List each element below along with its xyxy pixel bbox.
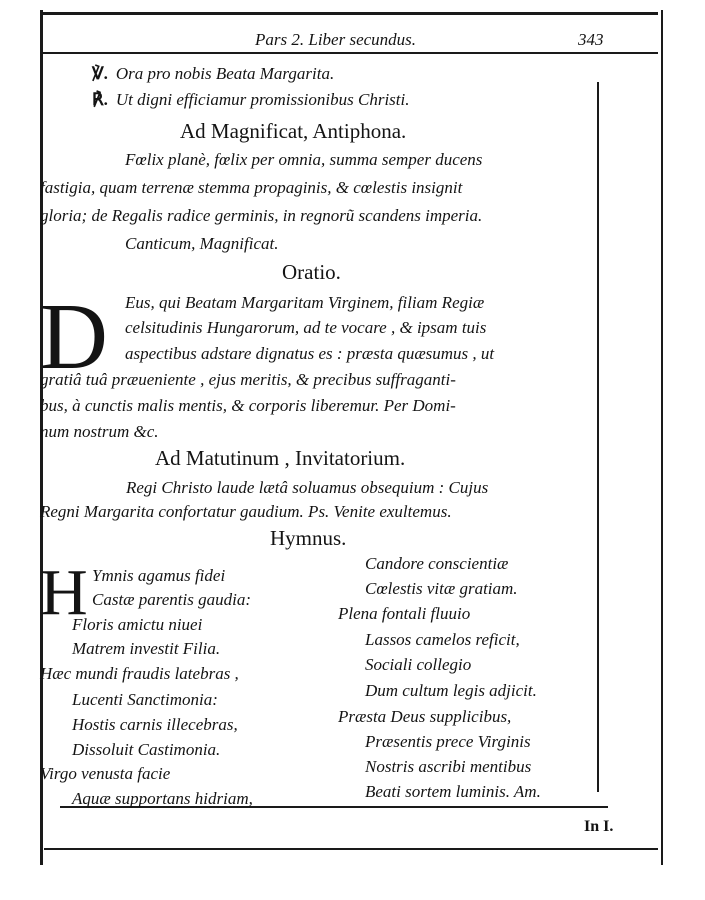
hymn-line-right: Beati sortem luminis. Am. bbox=[365, 782, 541, 801]
oratio-line: Eus, qui Beatam Margaritam Virginem, filiam Regiæ bbox=[125, 293, 485, 312]
magnificat-heading: Ad Magnificat, Antiphona. bbox=[180, 119, 407, 143]
oratio-line: gratiâ tuâ præueniente , ejus meritis, & precibus suffraganti- bbox=[40, 370, 456, 389]
hymn-line-left: Dissoluit Castimonia. bbox=[72, 740, 221, 759]
matutinum-heading: Ad Matutinum , Invitatorium. bbox=[155, 446, 406, 470]
running-head: Pars 2. Liber secundus. bbox=[255, 30, 417, 49]
oratio-line: num nostrum &c. bbox=[40, 422, 159, 441]
top-rule bbox=[40, 12, 658, 15]
oratio-drop-cap: D bbox=[40, 285, 108, 389]
versicle-symbol: ℣. bbox=[92, 64, 108, 83]
page-number: 343 bbox=[578, 30, 604, 49]
hymn-line-right: Sociali collegio bbox=[365, 655, 472, 674]
hymn-line-left: Aquæ supportans hidriam, bbox=[72, 789, 253, 808]
hymn-drop-cap: H bbox=[40, 556, 88, 629]
response-text: Ut digni efficiamur promissionibus Christi. bbox=[115, 90, 410, 109]
invitatory-line: Regni Margarita confortatur gaudium. Ps. Venite exultemus. bbox=[40, 502, 452, 521]
hymn-line-right: Candore conscientiæ bbox=[365, 554, 509, 573]
hymn-line-right: Præsta Deus supplicibus, bbox=[338, 707, 512, 726]
oratio-line: celsitudinis Hungarorum, ad te vocare , & ipsam tuis bbox=[125, 318, 487, 337]
invitatory-line: Regi Christo laude lætâ soluamus obsequium : Cujus bbox=[126, 478, 489, 497]
catchword: In I. bbox=[584, 818, 614, 835]
versicle-line bbox=[92, 64, 334, 84]
versicle-text: Ora pro nobis Beata Margarita. bbox=[115, 64, 335, 83]
hymn-line-right: Præsentis prece Virginis bbox=[365, 732, 531, 751]
hymn-line-left: Ymnis agamus fidei bbox=[92, 566, 226, 585]
hymn-line-left: Hostis carnis illecebras, bbox=[72, 715, 238, 734]
hymn-line-left: Virgo venusta facie bbox=[40, 764, 171, 783]
hymn-line-left: Castæ parentis gaudia: bbox=[92, 590, 251, 609]
hymn-line-right: Plena fontali fluuio bbox=[338, 604, 471, 623]
hymnus-heading: Hymnus. bbox=[270, 526, 347, 550]
hymn-line-left: Matrem investit Filia. bbox=[72, 639, 221, 658]
oratio-heading: Oratio. bbox=[282, 260, 341, 284]
hymn-line-right: Dum cultum legis adjicit. bbox=[365, 681, 537, 700]
hymn-line-left: Lucenti Sanctimonia: bbox=[72, 690, 218, 709]
canticle-line: Canticum, Magnificat. bbox=[125, 234, 279, 253]
header-rule bbox=[42, 52, 658, 54]
hymn-line-right: Cœlestis vitæ gratiam. bbox=[365, 579, 518, 598]
hymn-line-left: Floris amictu niuei bbox=[72, 615, 203, 634]
oratio-line: aspectibus adstare dignatus es : præsta quæsumus , ut bbox=[125, 344, 495, 363]
hymn-line-left: Hæc mundi fraudis latebras , bbox=[40, 664, 239, 683]
response-symbol: ℟. bbox=[92, 90, 108, 109]
magnificat-line: gloria; de Regalis radice germinis, in regnorũ scandens imperia. bbox=[40, 206, 483, 225]
magnificat-line: Fœlix planè, fœlix per omnia, summa semper ducens bbox=[125, 150, 483, 169]
response-line bbox=[92, 90, 409, 110]
hymn-line-right: Lassos camelos reficit, bbox=[365, 630, 520, 649]
magnificat-line: fastigia, quam terrenæ stemma propaginis, & cœlestis insignit bbox=[40, 178, 463, 197]
bottom-rule bbox=[44, 848, 658, 850]
oratio-line: bus, à cunctis malis mentis, & corporis liberemur. Per Domi- bbox=[40, 396, 456, 415]
hymn-line-right: Nostris ascribi mentibus bbox=[365, 757, 532, 776]
